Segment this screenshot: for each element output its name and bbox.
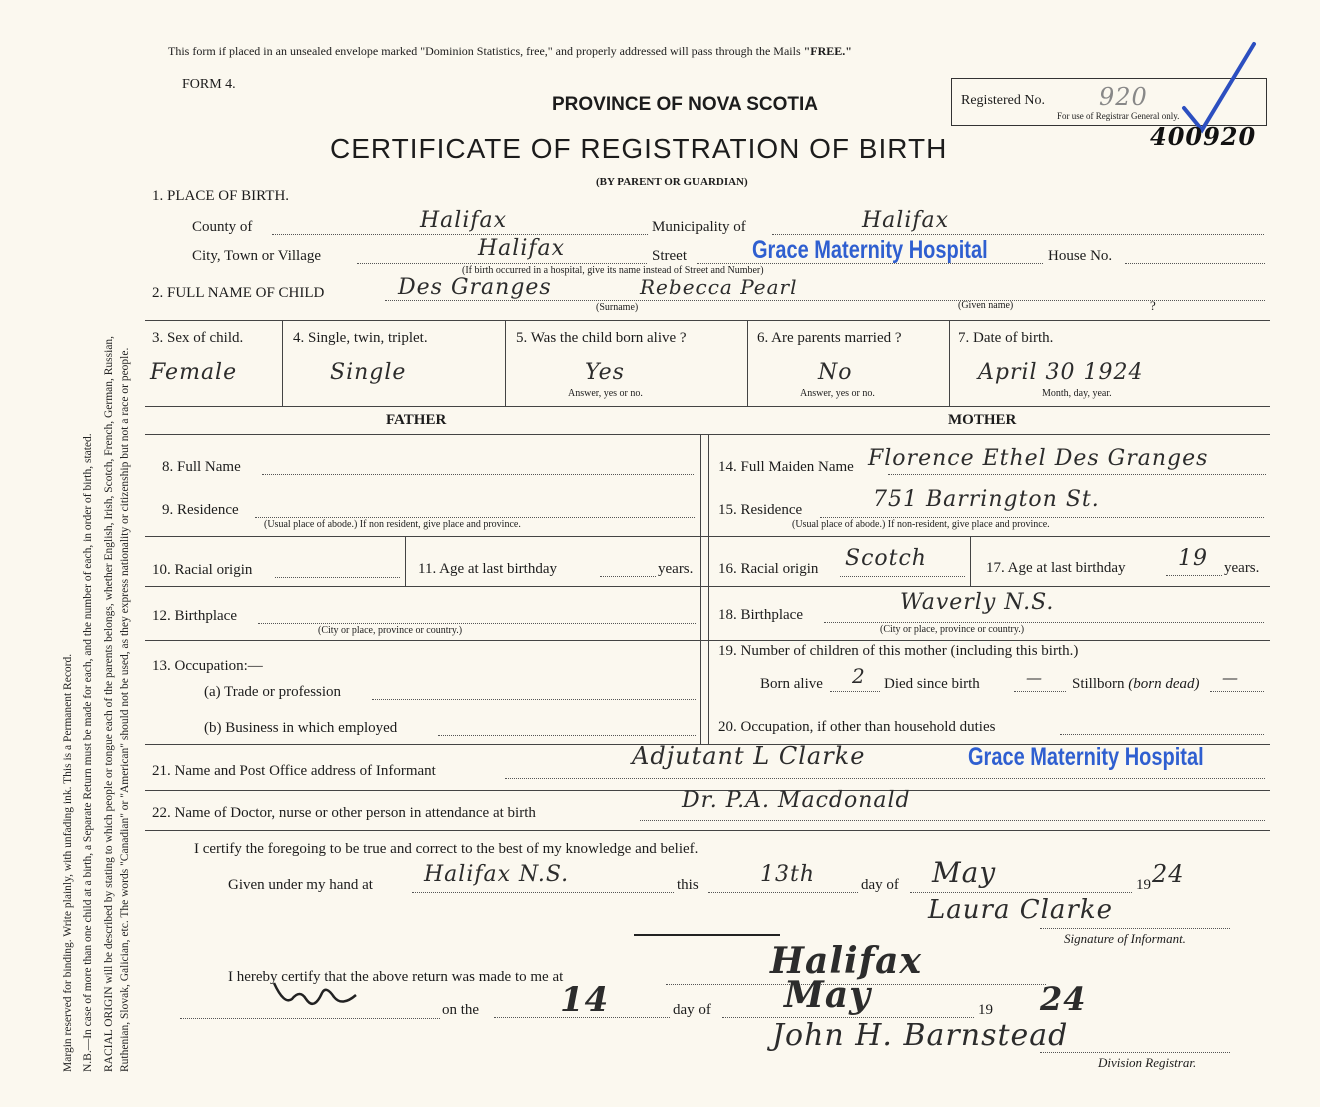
mother-residence-value: 751 Barrington St.: [873, 487, 1100, 512]
registrar-signature: John H. Barnstead: [772, 1018, 1069, 1053]
father-business-label: (b) Business in which employed: [204, 720, 398, 736]
registrar-statement: I hereby certify that the above return was made to me at: [228, 969, 564, 985]
certification-statement: I certify the foregoing to be true and correct to the best of my knowledge and belief.: [194, 841, 699, 857]
mother-racial-origin-value: Scotch: [845, 546, 927, 571]
given-name-caption: (Given name): [958, 300, 1014, 311]
place-of-birth-heading: 1. PLACE OF BIRTH.: [152, 188, 290, 204]
stillborn-value: —: [1222, 668, 1239, 687]
mother-name-label: 14. Full Maiden Name: [718, 459, 854, 475]
certificate-title: CERTIFICATE OF REGISTRATION OF BIRTH: [330, 133, 948, 164]
province-heading: PROVINCE OF NOVA SCOTIA: [552, 94, 819, 115]
date-of-birth-value: April 30 1924: [978, 360, 1144, 385]
stillborn-label: [1072, 676, 1200, 693]
born-alive-count-label: Born alive: [760, 676, 823, 692]
mother-years-label: years.: [1224, 560, 1260, 576]
city-value: Halifax: [478, 236, 566, 261]
sex-value: Female: [150, 360, 238, 385]
municipality-label: Municipality of: [652, 219, 746, 235]
this-label: this: [677, 877, 699, 893]
certification-day-of-label: day of: [861, 877, 899, 893]
doctor-value: Dr. P.A. Macdonald: [682, 788, 911, 813]
postal-note-free: "FREE.": [803, 44, 852, 58]
street-label: Street: [652, 248, 687, 264]
hospital-note: (If birth occurred in a hospital, give its name instead of Street and Number): [462, 265, 764, 276]
certification-year-prefix: 19: [1136, 877, 1151, 893]
father-years-label: years.: [658, 561, 694, 577]
mother-residence-caption: (Usual place of abode.) If non-resident, give place and province.: [792, 519, 1050, 530]
mother-racial-origin-label: 16. Racial origin: [718, 561, 819, 577]
given-under-hand-label: Given under my hand at: [228, 877, 373, 893]
mother-occupation-label: 20. Occupation, if other than household duties: [718, 719, 996, 735]
registrar-year-value: 24: [1040, 980, 1087, 1018]
sex-label: 3. Sex of child.: [152, 330, 244, 346]
division-registrar-caption: Division Registrar.: [1098, 1055, 1197, 1070]
born-alive-caption: Answer, yes or no.: [568, 388, 643, 399]
date-of-birth-label: 7. Date of birth.: [958, 330, 1054, 346]
registrar-on-the-label: on the: [442, 1002, 480, 1018]
father-name-label: 8. Full Name: [162, 459, 241, 475]
parents-married-caption: Answer, yes or no.: [800, 388, 875, 399]
stillborn-caption: (born dead): [1128, 676, 1200, 692]
registered-label: Registered No.: [961, 93, 1045, 108]
plurality-label: 4. Single, twin, triplet.: [293, 330, 428, 346]
born-alive-count-value: 2: [852, 664, 866, 688]
father-racial-origin-label: 10. Racial origin: [152, 562, 253, 578]
father-occupation-label: 13. Occupation:—: [152, 658, 263, 674]
registrar-day-value: 14: [560, 980, 610, 1020]
certification-month-value: May: [932, 856, 997, 889]
father-birthplace-caption: (City or place, province or country.): [318, 625, 463, 636]
doctor-label: 22. Name of Doctor, nurse or other person in attendance at birth: [152, 805, 536, 821]
born-alive-question: 5. Was the child born alive ?: [516, 330, 687, 346]
father-trade-label: (a) Trade or profession: [204, 684, 342, 700]
file-number: 400920: [1150, 122, 1257, 151]
street-stamp: Grace Maternity Hospital: [752, 236, 988, 264]
informant-value: Adjutant L Clarke: [632, 742, 866, 770]
registrar-day-of-label: day of: [673, 1002, 711, 1018]
registrar-month-value: May: [784, 974, 872, 1016]
certification-year-value: 24: [1152, 860, 1185, 888]
parents-married-value: No: [818, 360, 853, 385]
margin-note-binding: Margin reserved for binding. Write plainly, with unfading ink. This is a Permanent Record.: [62, 653, 74, 1072]
child-surname-value: Des Granges: [398, 275, 552, 300]
surname-caption: (Surname): [596, 302, 639, 313]
father-heading: FATHER: [386, 412, 447, 428]
parents-married-question: 6. Are parents married ?: [757, 330, 902, 346]
father-birthplace-label: 12. Birthplace: [152, 608, 237, 624]
registrar-initials-mark: [270, 975, 370, 1020]
margin-note-racial-origin-1: RACIAL ORIGIN will be described by stating to which people or tongue each of the parents belongs, whether English, Irish, Scotch, French, German, Russian,: [103, 335, 115, 1072]
father-age-label: 11. Age at last birthday: [418, 561, 557, 577]
mother-name-value: Florence Ethel Des Granges: [868, 446, 1209, 471]
form-number: FORM 4.: [182, 77, 236, 92]
mother-birthplace-label: 18. Birthplace: [718, 607, 803, 623]
child-name-label: 2. FULL NAME OF CHILD: [152, 285, 325, 301]
father-residence-label: 9. Residence: [162, 502, 239, 518]
certificate-subtitle: (BY PARENT OR GUARDIAN): [596, 176, 748, 188]
county-label: County of: [192, 219, 253, 235]
mother-age-label: 17. Age at last birthday: [986, 560, 1126, 576]
stillborn-text: Stillborn: [1072, 676, 1125, 692]
father-residence-caption: (Usual place of abode.) If non resident, give place and province.: [264, 519, 521, 530]
died-since-birth-label: Died since birth: [884, 676, 980, 692]
postal-note-text: This form if placed in an unsealed envelope marked "Dominion Statistics, free," and properly addressed will pass through the Mails: [168, 44, 804, 58]
certification-day-value: 13th: [760, 862, 816, 887]
informant-label: 21. Name and Post Office address of Informant: [152, 763, 436, 779]
house-number-label: House No.: [1048, 248, 1113, 264]
mother-birthplace-value: Waverly N.S.: [900, 590, 1055, 615]
city-label: City, Town or Village: [192, 248, 322, 264]
mother-heading: MOTHER: [948, 412, 1017, 428]
margin-note-multiple-births: N.B.—In case of more than one child at a birth, a Separate Return must be made for each, and the number of each, in order of birth, stated.: [82, 433, 94, 1072]
county-value: Halifax: [420, 208, 508, 233]
date-of-birth-caption: Month, day, year.: [1042, 388, 1112, 399]
mother-age-value: 19: [1178, 546, 1208, 571]
mother-birthplace-caption: (City or place, province or country.): [880, 624, 1025, 635]
informant-signature: Laura Clarke: [928, 895, 1113, 925]
given-place-value: Halifax N.S.: [424, 862, 570, 887]
registered-number: 920: [1099, 83, 1148, 111]
died-since-birth-value: —: [1026, 668, 1043, 687]
mother-residence-label: 15. Residence: [718, 502, 803, 518]
signature-caption: Signature of Informant.: [1064, 931, 1186, 946]
postal-note: [168, 44, 852, 59]
plurality-value: Single: [330, 360, 407, 385]
born-alive-value: Yes: [585, 360, 625, 385]
child-given-value: Rebecca Pearl: [640, 275, 798, 299]
given-name-mark: ?: [1150, 298, 1156, 313]
informant-hospital-stamp: Grace Maternity Hospital: [968, 743, 1204, 771]
municipality-value: Halifax: [862, 208, 950, 233]
margin-note-racial-origin-2: Ruthenian, Slovak, Galician, etc. The words "Canadian" or "American" should not be used, as they express nationality or citizenship but not a race or people.: [119, 347, 131, 1072]
children-count-label: 19. Number of children of this mother (including this birth.): [718, 643, 1079, 659]
registrar-note: For use of Registrar General only.: [1057, 111, 1180, 121]
registrar-year-prefix: 19: [978, 1002, 993, 1018]
registrar-place-value: Halifax: [770, 940, 922, 982]
